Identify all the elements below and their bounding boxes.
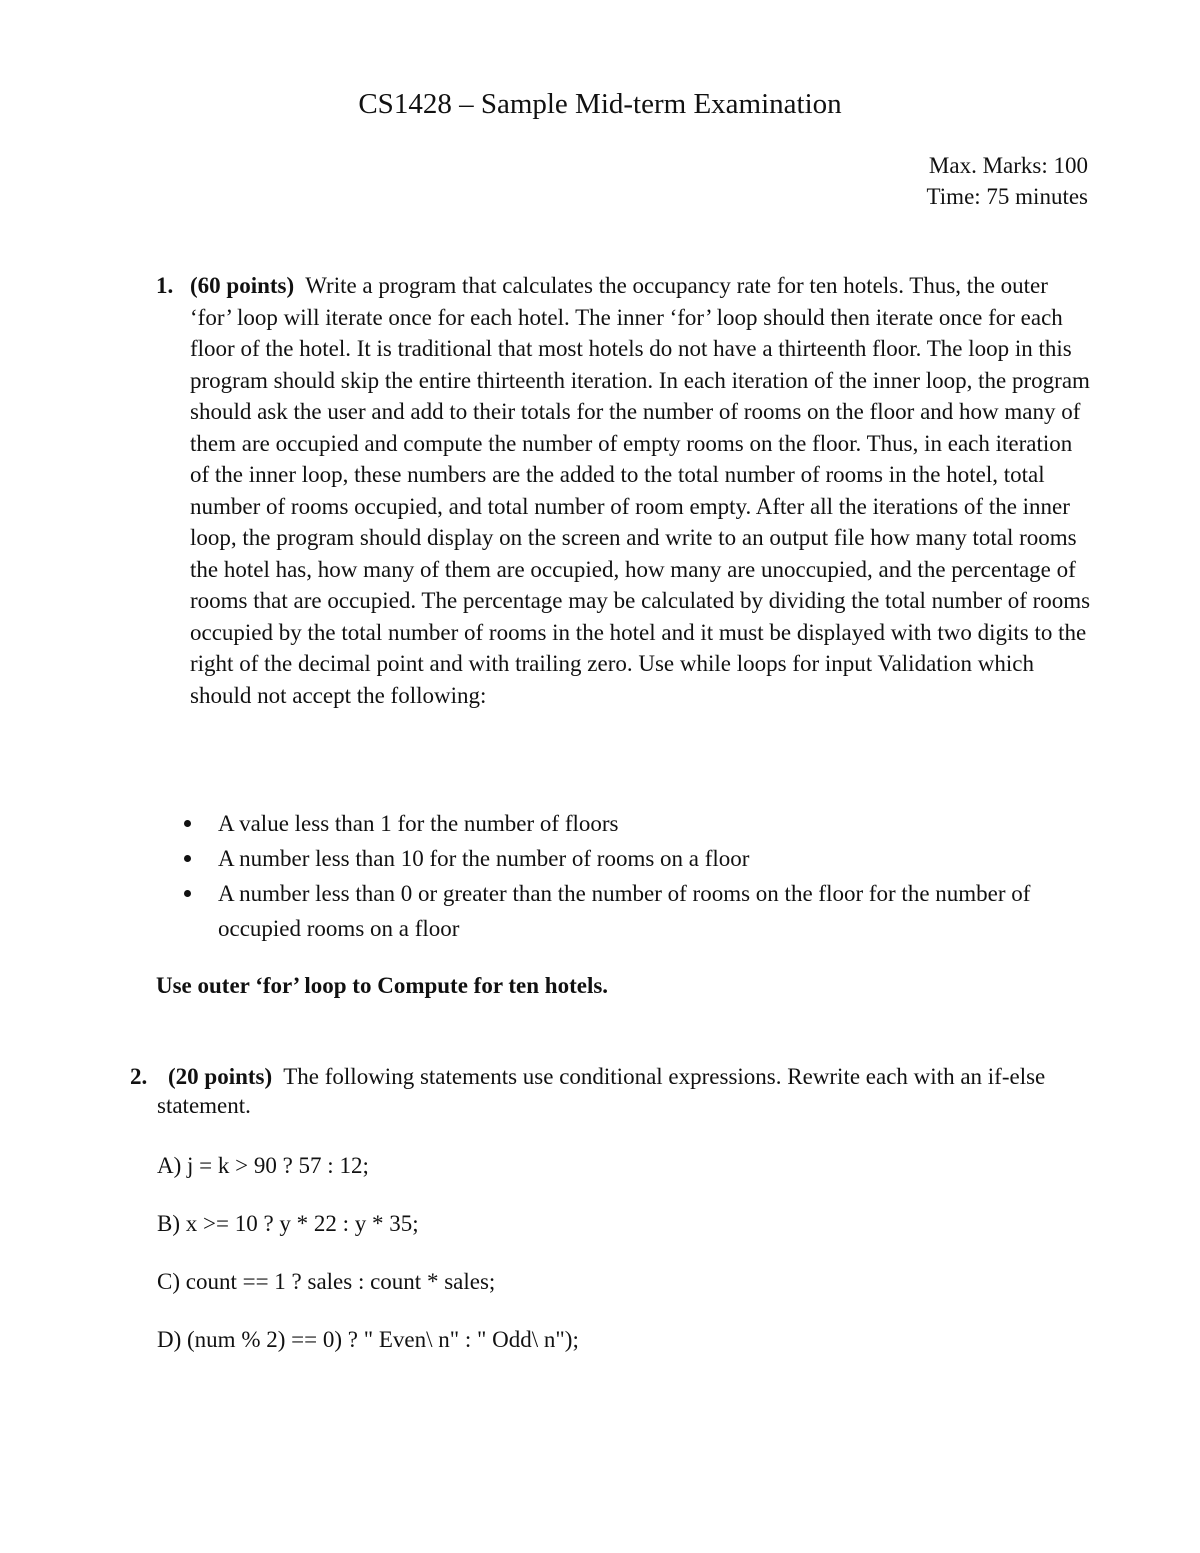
question-1-points: (60 points)	[190, 273, 295, 298]
question-1-text: Write a program that calculates the occupancy rate for ten hotels. Thus, the outer ‘for’ loop will iterate once for each hotel. The inner ‘for’ loop should then iterate once for each floor of the hotel. It is traditional that most hotels do not have a thirteenth floor. The loop in this program should skip the entire thirteenth iteration. In each iteration of the inner loop, the program should ask the user and add to their totals for the number of rooms on the floor and how many of them are occupied and compute the number of empty rooms on the floor. Thus, in each iteration of the inner loop, these numbers are the added to the total number of rooms in the hotel, total number of rooms occupied, and total number of room empty. After all the iterations of the inner loop, the program should display on the screen and write to an output file how many total rooms the hotel has, how many of them are occupied, how many are unoccupied, and the percentage of rooms that are occupied. The percentage may be calculated by dividing the total number of rooms occupied by the total number of rooms in the hotel and it must be displayed with two digits to the right of the decimal point and with trailing zero. Use while loops for input Validation which should not accept the following:	[190, 273, 1091, 708]
time-limit: Time: 75 minutes	[926, 184, 1088, 209]
list-item-text: A number less than 0 or greater than the number of rooms on the floor for the number of occupied rooms on a floor	[218, 881, 1031, 941]
expression-c: C) count == 1 ? sales : count * sales;	[157, 1269, 496, 1294]
question-1-number: 1.	[156, 273, 174, 298]
list-item	[180, 806, 1080, 841]
bullet-icon	[184, 890, 191, 897]
expression-b: B) x >= 10 ? y * 22 : y * 35;	[157, 1211, 419, 1236]
question-1-note: Use outer ‘for’ loop to Compute for ten hotels.	[156, 973, 609, 998]
question-1-paragraph	[190, 270, 1094, 711]
list-item	[180, 841, 1080, 876]
question-2-text: The following statements use conditional expressions. Rewrite each with an if-else statement.	[157, 1064, 1046, 1118]
max-marks: Max. Marks: 100	[928, 153, 1088, 178]
question-2-points: (20 points)	[168, 1064, 273, 1089]
question-2-paragraph	[157, 1062, 1087, 1120]
list-item	[180, 876, 1080, 946]
question-2-body	[157, 1062, 1087, 1120]
list-item-text: A value less than 1 for the number of floors	[218, 811, 619, 836]
page-title: CS1428 – Sample Mid-term Examination	[358, 88, 842, 120]
exam-meta	[760, 150, 1088, 212]
bullet-icon	[184, 820, 191, 827]
expression-d: D) (num % 2) == 0) ? " Even\ n" : " Odd\ n");	[157, 1327, 579, 1352]
expression-a: A) j = k > 90 ? 57 : 12;	[157, 1153, 369, 1178]
validation-list	[180, 806, 1080, 946]
question-2-number: 2.	[130, 1064, 148, 1089]
bullet-icon	[184, 855, 191, 862]
question-1-body	[190, 270, 1094, 711]
list-item-text: A number less than 10 for the number of rooms on a floor	[218, 846, 750, 871]
